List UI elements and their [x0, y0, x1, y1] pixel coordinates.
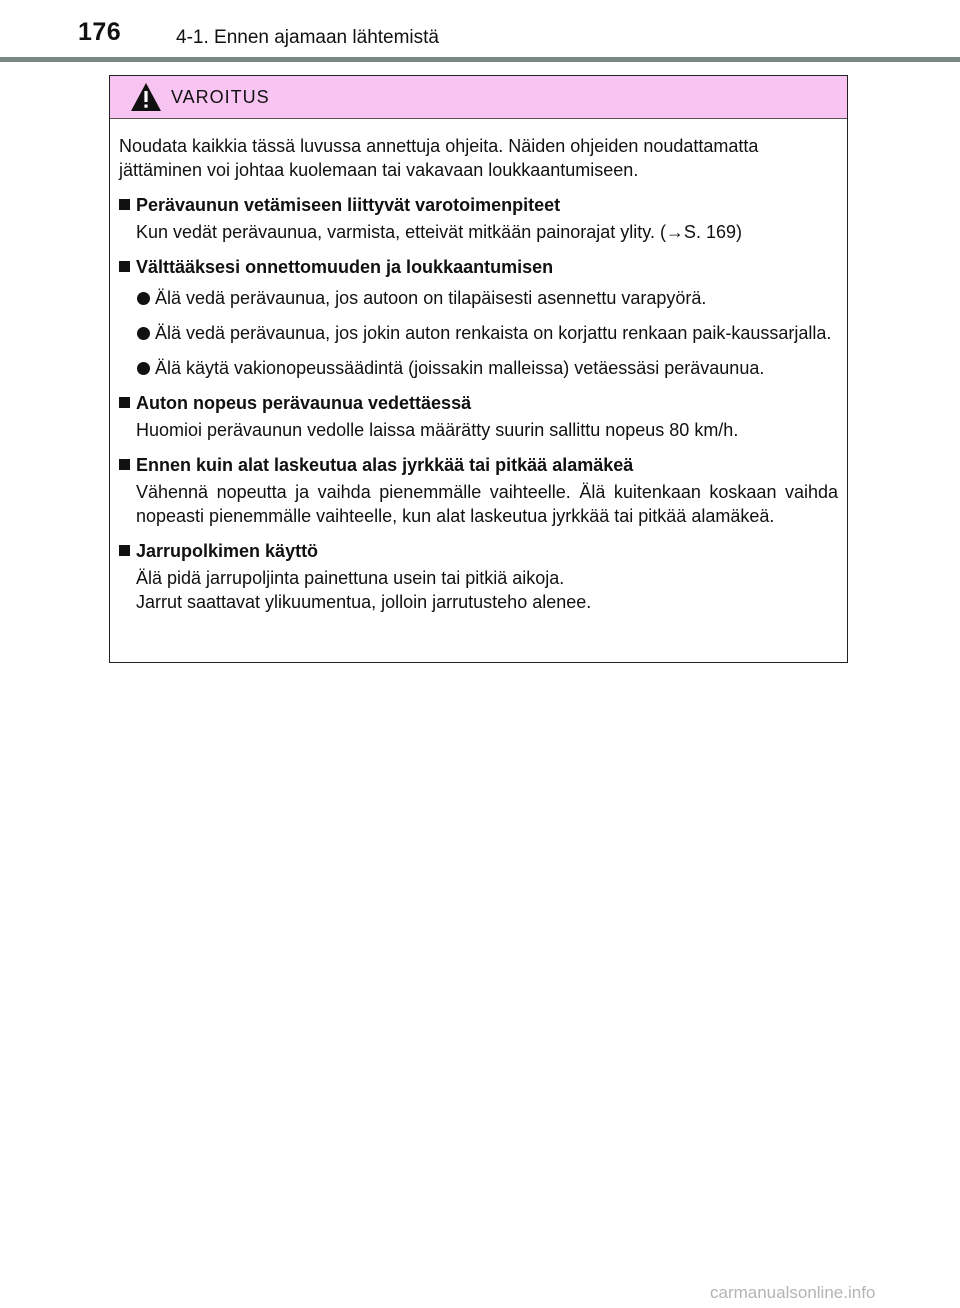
- warning-triangle-icon: [130, 82, 162, 112]
- item-text: [119, 566, 838, 614]
- warning-item-vehicle-speed: [119, 391, 838, 442]
- warning-label: VAROITUS: [171, 87, 270, 107]
- warning-body: [110, 119, 847, 614]
- site-watermark: carmanualsonline.info: [710, 1283, 876, 1302]
- item-heading: [119, 391, 838, 415]
- square-bullet-icon: [119, 397, 130, 408]
- item-heading-text: Välttääksesi onnettomuuden ja loukkaantumisen: [136, 257, 554, 277]
- item-heading-text: Ennen kuin alat laskeutua alas jyrkkää tai pitkää alamäkeä: [136, 455, 634, 475]
- item-heading: [119, 193, 838, 217]
- warning-item-trailer-precautions: [119, 193, 838, 244]
- bullet-text: Älä vedä perävaunua, jos jokin auton renkaista on korjattu renkaan paik-kaussarjalla.: [155, 323, 832, 343]
- bullet-item: [119, 356, 838, 380]
- section-title: 4-1. Ennen ajamaan lähtemistä: [176, 27, 439, 48]
- item-heading-text: Jarrupolkimen käyttö: [136, 541, 319, 561]
- square-bullet-icon: [119, 199, 130, 210]
- intro-line: jättäminen voi johtaa kuolemaan tai vakavaan loukkaantumiseen.: [119, 160, 639, 180]
- warning-item-brake-pedal: [119, 539, 838, 614]
- item-heading-text: Perävaunun vetämiseen liittyvät varotoimenpiteet: [136, 195, 561, 215]
- item-text-line: Älä pidä jarrupoljinta painettuna usein tai pitkiä aikoja.: [136, 568, 565, 588]
- item-text: Huomioi perävaunun vedolle laissa määrätty suurin sallittu nopeus 80 km/h.: [136, 420, 739, 440]
- page-header: [0, 0, 960, 64]
- warning-intro: [119, 134, 838, 182]
- item-text-line: Jarrut saattavat ylikuumentua, jolloin jarrutusteho alenee.: [136, 592, 592, 612]
- round-bullet-icon: [137, 327, 150, 340]
- bullet-text: Älä vedä perävaunua, jos autoon on tilapäisesti asennettu varapyörä.: [155, 288, 707, 308]
- warning-item-avoid-accidents: [119, 255, 838, 380]
- item-text: Kun vedät perävaunua, varmista, etteivät mitkään painorajat ylity. (→S. 169): [136, 222, 742, 242]
- intro-line: Noudata kaikkia tässä luvussa annettuja ohjeita. Näiden ohjeiden noudattamatta: [119, 136, 759, 156]
- item-heading: [119, 453, 838, 477]
- warning-item-downhill: [119, 453, 838, 528]
- square-bullet-icon: [119, 261, 130, 272]
- round-bullet-icon: [137, 292, 150, 305]
- bullet-text: Älä käytä vakionopeussäädintä (joissakin malleissa) vetäessäsi perävaunua.: [155, 358, 765, 378]
- warning-box: [109, 75, 848, 663]
- round-bullet-icon: [137, 362, 150, 375]
- bullet-item: [119, 321, 838, 345]
- item-heading: [119, 255, 838, 279]
- warning-header: [110, 76, 847, 119]
- square-bullet-icon: [119, 459, 130, 470]
- item-text: Vähennä nopeutta ja vaihda pienemmälle vaihteelle. Älä kuitenkaan koskaan vaihda nopeasti pienemmälle vaihteelle, kun alat laskeutua jyrkkää tai pitkää alamäkeä.: [136, 482, 838, 526]
- square-bullet-icon: [119, 545, 130, 556]
- item-heading-text: Auton nopeus perävaunua vedettäessä: [136, 393, 472, 413]
- bullet-item: [119, 286, 838, 310]
- page-number: 176: [78, 18, 122, 46]
- item-heading: [119, 539, 838, 563]
- header-divider: [0, 57, 960, 62]
